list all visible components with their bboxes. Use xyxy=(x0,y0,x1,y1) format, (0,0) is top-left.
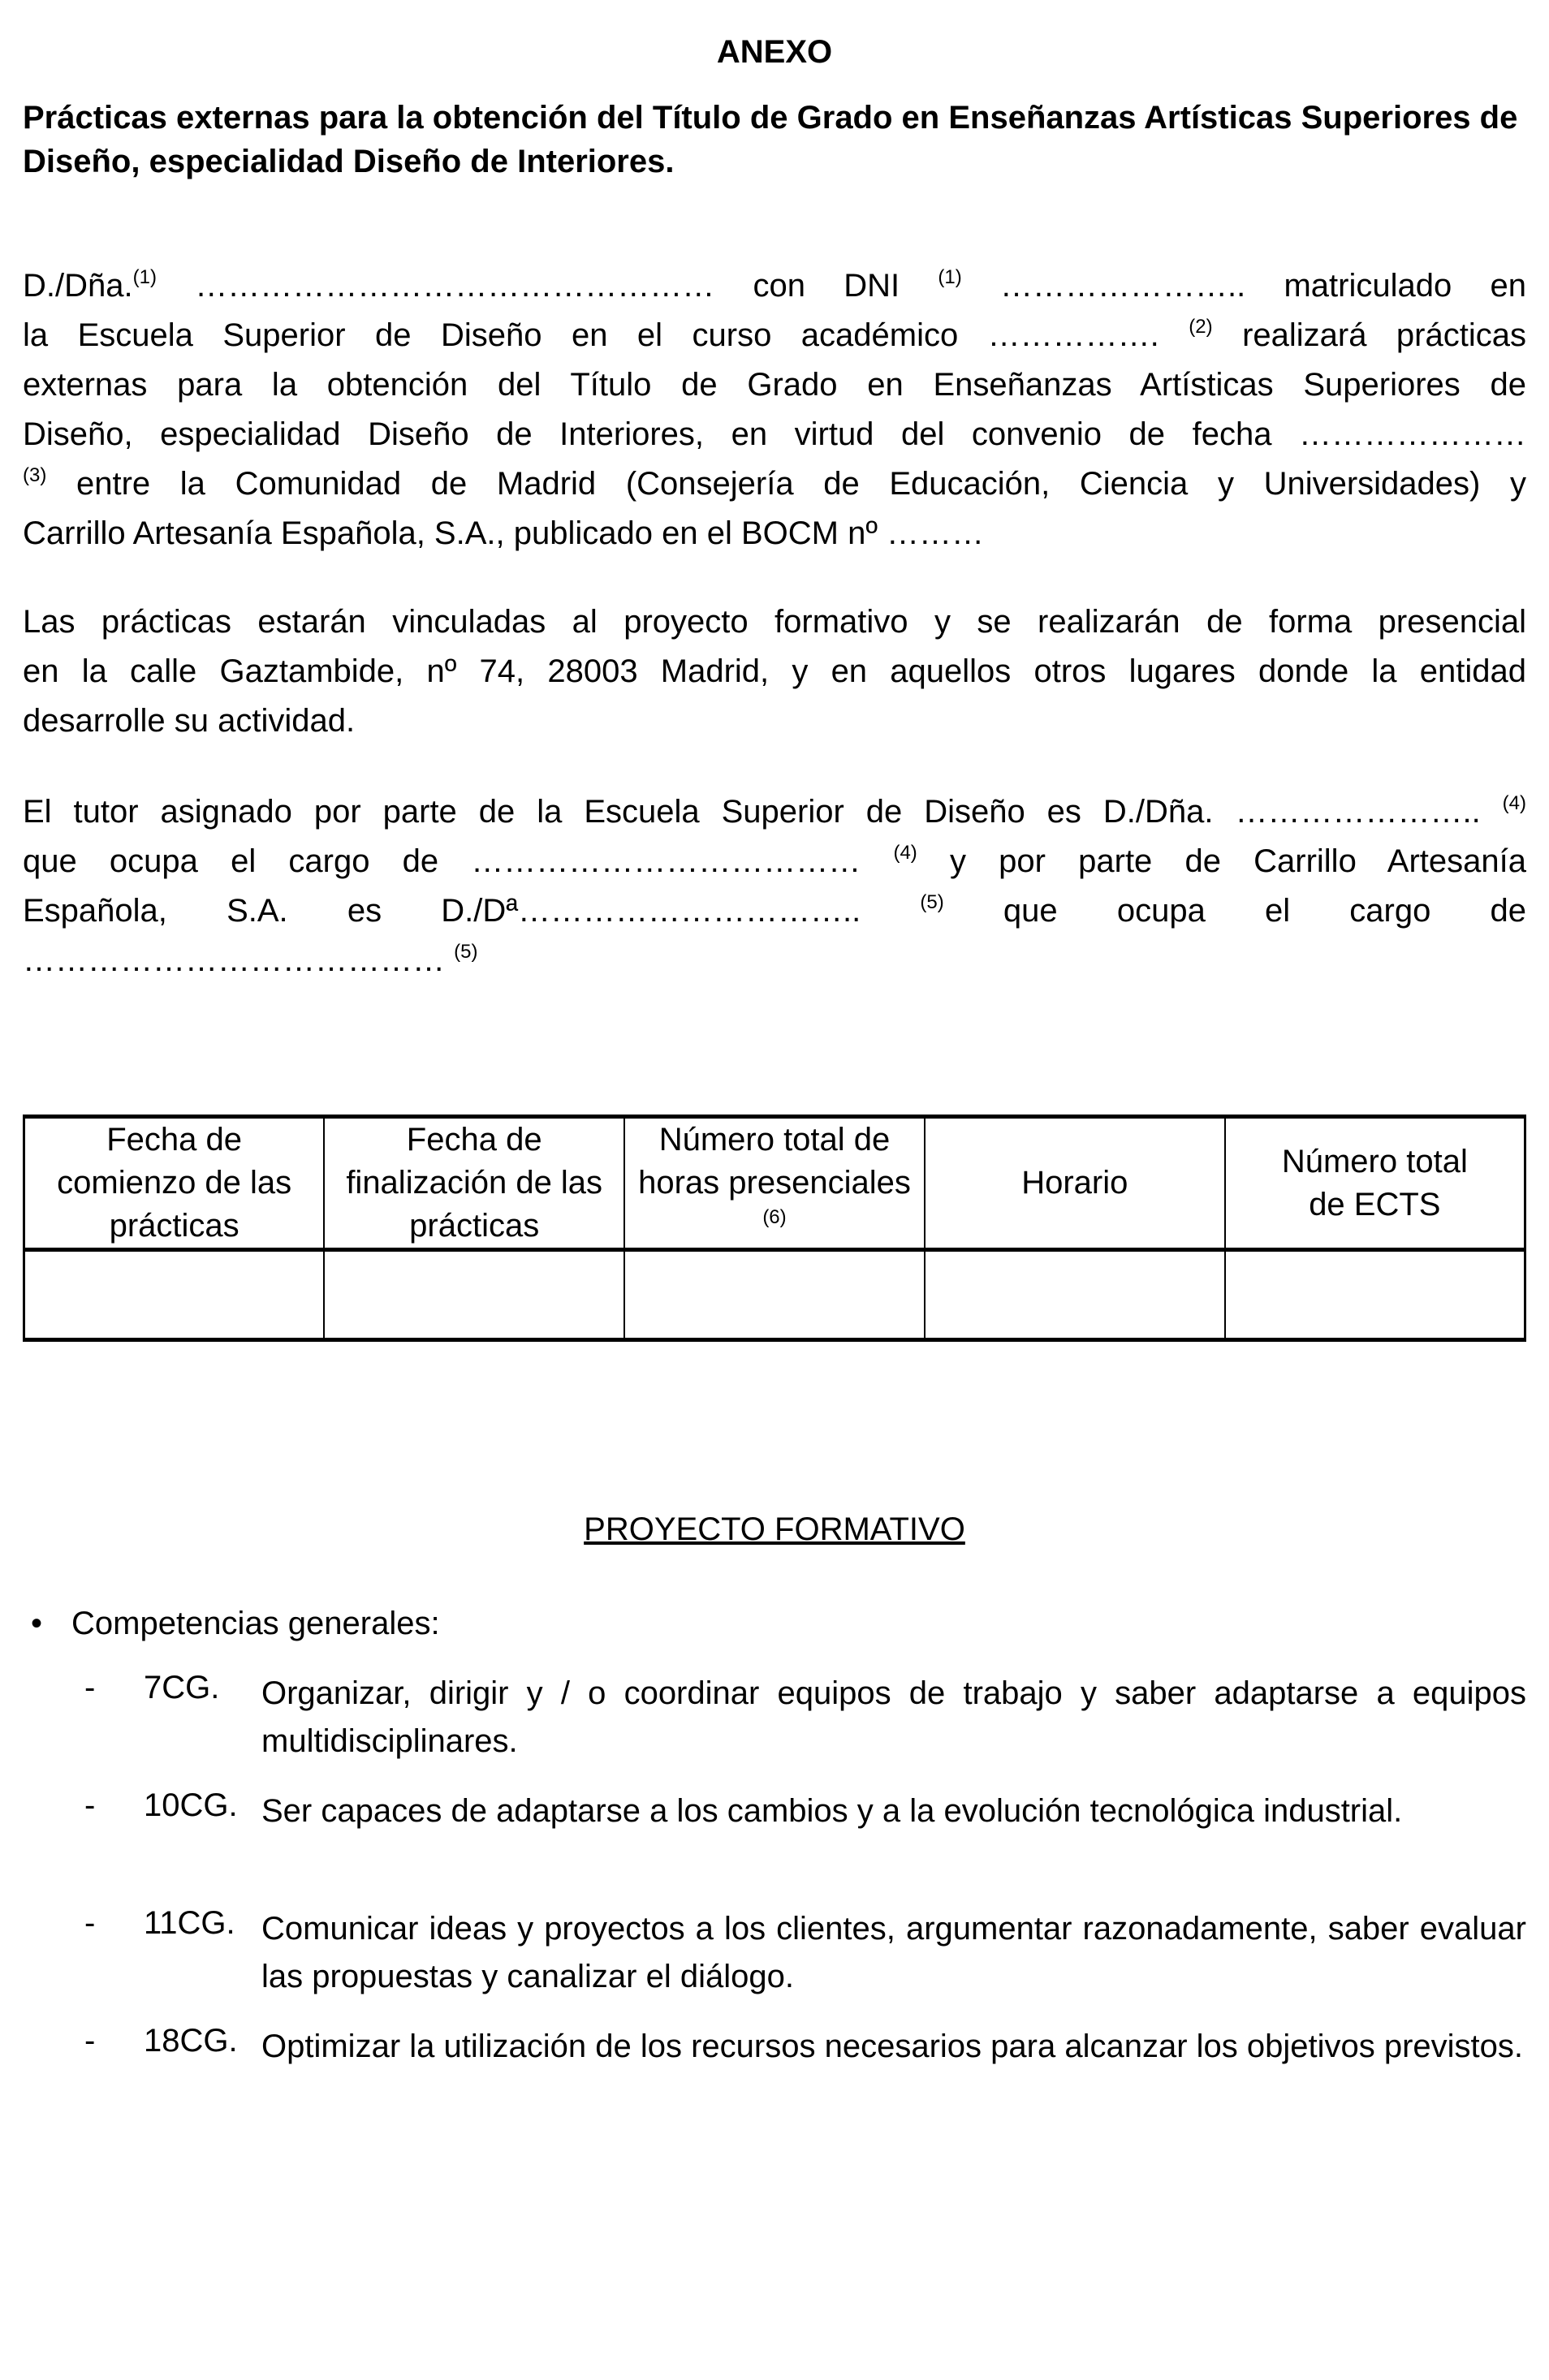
footnote-ref: (4) xyxy=(893,842,917,864)
paragraph-line xyxy=(23,311,1526,360)
annex-title: ANEXO xyxy=(716,34,833,70)
header-end-date: Fecha de finalización de las prácticas xyxy=(324,1117,624,1250)
competencias-label: Competencias generales: xyxy=(71,1606,440,1641)
text-segment: que ocupa el cargo de ……………………………… xyxy=(23,843,894,879)
text-segment: entre la Comunidad de Madrid (Consejería de Educación, Ciencia y Universidades) y xyxy=(46,466,1526,502)
text-segment: desarrolle su actividad. xyxy=(23,703,356,739)
cell-schedule[interactable] xyxy=(925,1250,1225,1340)
text-segment: D./Dña. xyxy=(23,268,133,304)
paragraph-line xyxy=(23,509,1526,558)
paragraph-line xyxy=(23,261,1526,311)
footnote-ref: (1) xyxy=(132,266,157,288)
paragraph-line xyxy=(23,410,1526,459)
cell-ects[interactable] xyxy=(1225,1250,1525,1340)
cell-end-date[interactable] xyxy=(324,1250,624,1340)
paragraph-line xyxy=(23,360,1526,410)
paragraph-line xyxy=(23,837,1526,886)
paragraph-tutors xyxy=(23,787,1526,985)
paragraph-line xyxy=(23,936,1526,985)
paragraph-line xyxy=(23,787,1526,837)
text-segment: Carrillo Artesanía Española, S.A., publicado en el BOCM nº ……… xyxy=(23,515,985,551)
text-segment: externas para la obtención del Título de Grado en Enseñanzas Artísticas Superiores de xyxy=(23,367,1526,403)
text-segment: en la calle Gaztambide, nº 74, 28003 Madrid, y en aquellos otros lugares donde la entidad xyxy=(23,653,1526,689)
table-header-row xyxy=(24,1117,1525,1250)
paragraph-line xyxy=(23,696,1526,746)
practices-table xyxy=(23,1115,1526,1342)
paragraph-line xyxy=(23,886,1526,936)
text-segment: realizará prácticas xyxy=(1212,317,1526,353)
header-ects: Número total de ECTS xyxy=(1225,1117,1525,1250)
text-segment: Diseño, especialidad Diseño de Interiores, en virtud del convenio de fecha ………………… xyxy=(23,416,1526,452)
footnote-ref: (3) xyxy=(23,464,47,486)
footnote-ref: (1) xyxy=(938,266,962,288)
text-segment: ………………………………………… con DNI xyxy=(156,268,938,304)
bullet-icon: • xyxy=(31,1606,43,1641)
text-segment: ………………………………… xyxy=(23,942,455,978)
footnote-ref: (5) xyxy=(920,891,944,913)
table-row xyxy=(24,1250,1525,1340)
header-start-date: Fecha de comienzo de las prácticas xyxy=(24,1117,325,1250)
paragraph-line xyxy=(23,647,1526,696)
cell-start-date[interactable] xyxy=(24,1250,325,1340)
text-segment: Las prácticas estarán vinculadas al proyecto formativo y se realizarán de forma presencial xyxy=(23,604,1526,640)
text-segment: y por parte de Carrillo Artesanía xyxy=(917,843,1526,879)
paragraph-line xyxy=(23,597,1526,647)
footnote-ref: (5) xyxy=(454,941,478,963)
header-schedule: Horario xyxy=(925,1117,1225,1250)
document-heading: Prácticas externas para la obtención del Título de Grado en Enseñanzas Artísticas Superiores de Diseño, especialidad Diseño de Interiores. xyxy=(23,100,1518,179)
header-total-hours: Número total de horas presenciales $^{(6)}$ xyxy=(624,1117,925,1250)
text-segment: ………………….. matriculado en xyxy=(961,268,1526,304)
cell-total-hours[interactable] xyxy=(624,1250,925,1340)
text-segment: Española, S.A. es D./Dª………………………….. xyxy=(23,893,921,929)
proyecto-formativo-title: PROYECTO FORMATIVO xyxy=(584,1511,965,1547)
paragraph-student-info xyxy=(23,261,1526,558)
text-segment: la Escuela Superior de Diseño en el curso académico ……………. xyxy=(23,317,1189,353)
footnote-ref: (2) xyxy=(1189,316,1213,338)
paragraph-location xyxy=(23,597,1526,746)
text-segment: que ocupa el cargo de xyxy=(943,893,1526,929)
paragraph-line xyxy=(23,459,1526,509)
text-segment: El tutor asignado por parte de la Escuela Superior de Diseño es D./Dña. ………………….. xyxy=(23,794,1503,830)
footnote-ref: (4) xyxy=(1502,792,1526,814)
